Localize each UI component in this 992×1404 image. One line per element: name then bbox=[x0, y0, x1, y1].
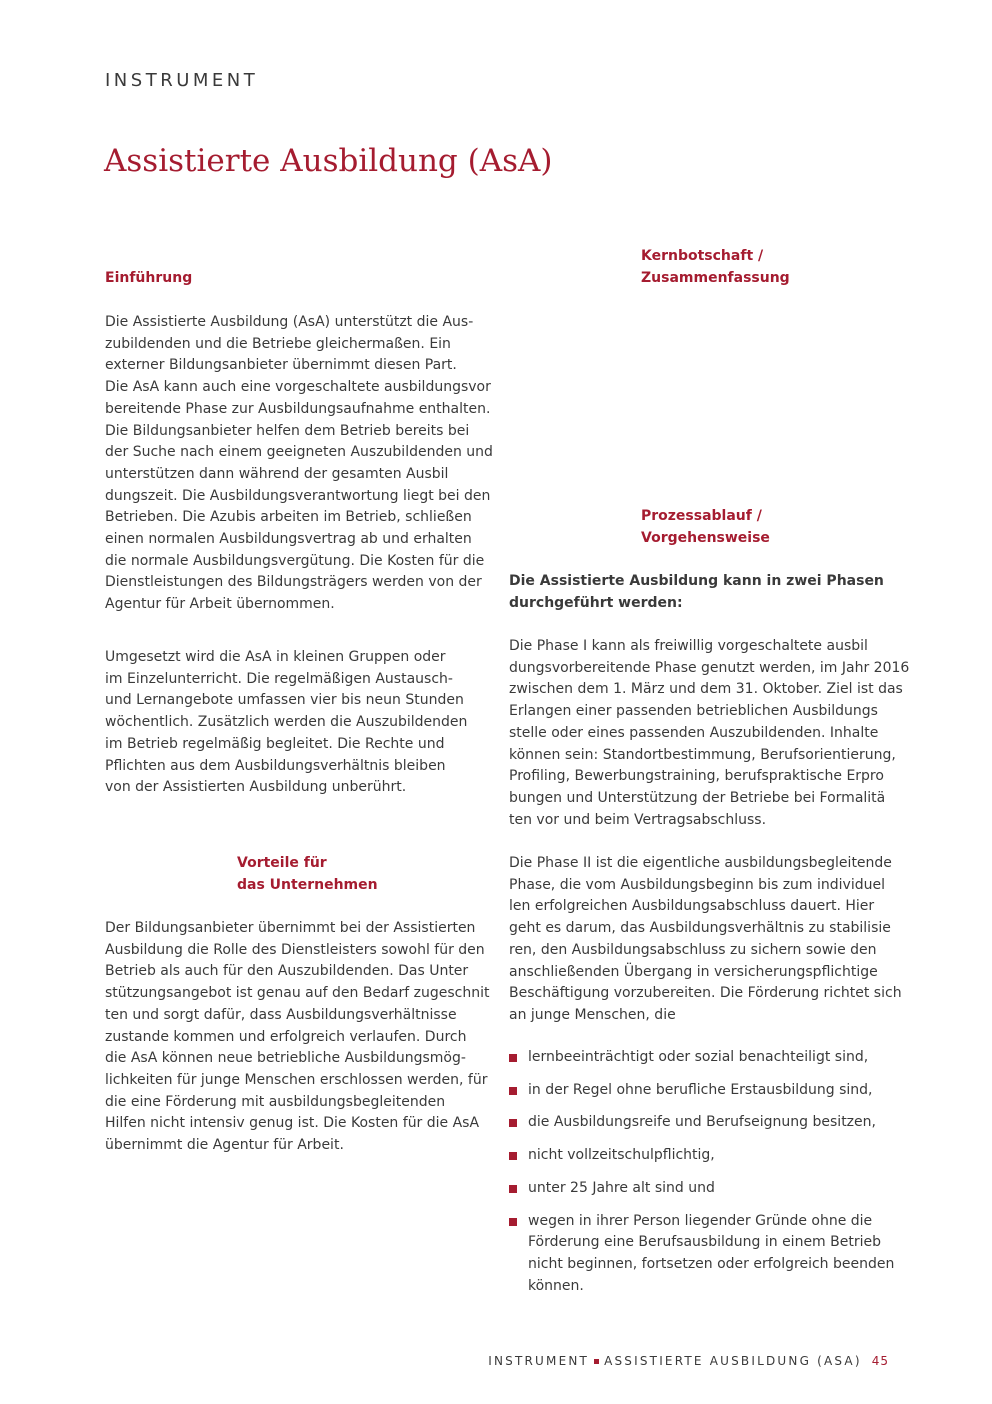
list-item bbox=[509, 1047, 909, 1069]
lead-line: Die Assistierte Ausbildung kann in zwei Phasen bbox=[509, 573, 884, 589]
phase1-line: dungsvorbereitende Phase genutzt werden, im Jahr 2016 bbox=[509, 659, 910, 676]
list-item-line: die Ausbildungsreife und Berufseignung besitzen, bbox=[528, 1114, 876, 1131]
groups-paragraph bbox=[105, 647, 467, 799]
intro-line: bereitende Phase zur Ausbildungsaufnahme enthalten. bbox=[105, 400, 491, 417]
benefits-paragraph bbox=[105, 918, 489, 1157]
list-item bbox=[509, 1145, 909, 1167]
phase2-line: Die Phase II ist die eigentliche ausbildungsbegleitende bbox=[509, 855, 892, 871]
square-bullet-icon bbox=[509, 1054, 517, 1062]
square-bullet-icon bbox=[509, 1218, 517, 1226]
core-heading-line: Kernbotschaft / bbox=[641, 248, 764, 264]
phase2-line: ren, den Ausbildungsabschluss zu sichern sowie den bbox=[509, 941, 877, 958]
phase2-paragraph bbox=[509, 853, 902, 1027]
phase1-paragraph bbox=[509, 636, 909, 831]
square-bullet-icon bbox=[509, 1152, 517, 1160]
criteria-list bbox=[509, 1047, 909, 1308]
intro-line: die normale Ausbildungsvergütung. Die Kosten für die bbox=[105, 552, 485, 569]
process-heading-line: Prozessablauf / bbox=[641, 508, 762, 524]
list-item-line: Förderung eine Berufsausbildung in einem Betrieb bbox=[528, 1234, 882, 1251]
benefits-line: übernimmt die Agentur für Arbeit. bbox=[105, 1137, 344, 1154]
phase2-line: anschließenden Übergang in versicherungspflichtige bbox=[509, 963, 878, 980]
phase1-line: Profiling, Bewerbungstraining, berufspraktische Erpro bbox=[509, 768, 884, 785]
benefits-line: Der Bildungsanbieter übernimmt bei der Assistierten bbox=[105, 920, 476, 936]
process-heading-line: Vorgehensweise bbox=[641, 530, 770, 546]
benefits-line: die eine Förderung mit ausbildungsbegleitenden bbox=[105, 1093, 446, 1110]
benefits-line: stützungsangebot ist genau auf den Bedarf zugeschnit bbox=[105, 985, 490, 1002]
benefits-line: lichkeiten für junge Menschen erschlossen werden, für bbox=[105, 1071, 488, 1088]
intro-line: einen normalen Ausbildungsvertrag ab und erhalten bbox=[105, 531, 472, 548]
phase1-line: Erlangen einer passenden betrieblichen Ausbildungs bbox=[509, 703, 878, 720]
benefits-line: ten und sorgt dafür, dass Ausbildungsverhältnisse bbox=[105, 1006, 457, 1023]
page-title: Assistierte Ausbildung (AsA) bbox=[104, 143, 553, 179]
list-item bbox=[509, 1080, 909, 1102]
list-item-text bbox=[528, 1178, 909, 1200]
core-message-heading bbox=[641, 245, 790, 289]
phase2-line: Phase, die vom Ausbildungsbeginn bis zum individuel bbox=[509, 876, 885, 893]
groups-line: und Lernangebote umfassen vier bis neun Stunden bbox=[105, 692, 464, 709]
groups-line: Umgesetzt wird die AsA in kleinen Gruppen oder bbox=[105, 649, 446, 665]
list-item bbox=[509, 1112, 909, 1134]
process-lead bbox=[509, 571, 884, 614]
list-item-line: in der Regel ohne berufliche Erstausbildung sind, bbox=[528, 1081, 873, 1098]
square-bullet-icon bbox=[509, 1087, 517, 1095]
list-item-text bbox=[528, 1080, 909, 1102]
list-item-text bbox=[528, 1211, 909, 1298]
list-item-line: wegen in ihrer Person liegender Gründe ohne die bbox=[528, 1212, 873, 1229]
intro-line: zubildenden und die Betriebe gleichermaßen. Ein bbox=[105, 335, 451, 352]
intro-heading bbox=[105, 267, 192, 289]
intro-line: Die Assistierte Ausbildung (AsA) unterstützt die Aus- bbox=[105, 314, 474, 330]
phase1-line: können sein: Standortbestimmung, Berufsorientierung, bbox=[509, 746, 896, 763]
intro-line: Agentur für Arbeit übernommen. bbox=[105, 596, 335, 613]
intro-line: dungszeit. Die Ausbildungsverantwortung liegt bei den bbox=[105, 487, 491, 504]
intro-line: unterstützen dann während der gesamten Ausbil bbox=[105, 465, 449, 482]
groups-line: wöchentlich. Zusätzlich werden die Auszubildenden bbox=[105, 714, 468, 731]
list-item-text bbox=[528, 1112, 909, 1134]
list-item-line: können. bbox=[528, 1277, 584, 1294]
phase2-line: len erfolgreichen Ausbildungsabschluss dauert. Hier bbox=[509, 898, 875, 915]
phase1-line: Die Phase I kann als freiwillig vorgeschaltete ausbil bbox=[509, 638, 868, 654]
square-bullet-icon bbox=[509, 1119, 517, 1127]
phase1-line: bungen und Unterstützung der Betriebe bei Formalitä bbox=[509, 789, 886, 806]
process-heading bbox=[641, 505, 770, 549]
intro-paragraph bbox=[105, 312, 493, 616]
footer-section: INSTRUMENT bbox=[488, 1354, 590, 1368]
list-item bbox=[509, 1211, 909, 1298]
intro-line: Dienstleistungen des Bildungsträgers werden von der bbox=[105, 574, 482, 591]
benefits-line: zustande kommen und erfolgreich verlaufen. Durch bbox=[105, 1028, 467, 1045]
section-kicker: INSTRUMENT bbox=[105, 70, 259, 91]
phase2-line: Beschäftigung vorzubereiten. Die Förderung richtet sich bbox=[509, 985, 902, 1002]
intro-line: Betrieben. Die Azubis arbeiten im Betrieb, schließen bbox=[105, 509, 472, 526]
benefits-line: Betrieb als auch für den Auszubildenden. Das Unter bbox=[105, 963, 469, 980]
list-item-text bbox=[528, 1047, 909, 1069]
list-item bbox=[509, 1178, 909, 1200]
list-item-line: unter 25 Jahre alt sind und bbox=[528, 1179, 715, 1196]
phase1-line: zwischen dem 1. März und dem 31. Oktober. Ziel ist das bbox=[509, 681, 903, 698]
list-item-text bbox=[528, 1145, 909, 1167]
running-footer bbox=[488, 1354, 889, 1368]
groups-line: von der Assistierten Ausbildung unberührt. bbox=[105, 779, 407, 796]
phase2-line: an junge Menschen, die bbox=[509, 1006, 676, 1023]
phase2-line: geht es darum, das Ausbildungsverhältnis zu stabilisie bbox=[509, 920, 891, 937]
intro-heading-text: Einführung bbox=[105, 270, 193, 286]
benefits-line: Hilfen nicht intensiv genug ist. Die Kosten für die AsA bbox=[105, 1115, 480, 1132]
intro-line: der Suche nach einem geeigneten Auszubildenden und bbox=[105, 444, 493, 461]
groups-line: im Betrieb regelmäßig begleitet. Die Rechte und bbox=[105, 735, 445, 752]
phase1-line: stelle oder eines passenden Auszubildenden. Inhalte bbox=[509, 724, 879, 741]
groups-line: Pflichten aus dem Ausbildungsverhältnis bleiben bbox=[105, 757, 446, 774]
benefits-heading bbox=[237, 852, 378, 896]
benefits-line: Ausbildung die Rolle des Dienstleisters sowohl für den bbox=[105, 941, 485, 958]
groups-line: im Einzelunterricht. Die regelmäßigen Austausch- bbox=[105, 670, 453, 687]
benefits-heading-line: Vorteile für bbox=[237, 855, 327, 871]
core-heading-line: Zusammenfassung bbox=[641, 270, 790, 286]
benefits-line: die AsA können neue betriebliche Ausbildungsmög- bbox=[105, 1050, 466, 1067]
list-item-line: nicht beginnen, fortsetzen oder erfolgreich beenden bbox=[528, 1255, 895, 1272]
lead-line: durchgeführt werden: bbox=[509, 594, 683, 611]
benefits-heading-line: das Unternehmen bbox=[237, 877, 378, 893]
intro-line: externer Bildungsanbieter übernimmt diesen Part. bbox=[105, 357, 457, 374]
list-item-line: nicht vollzeitschulpflichtig, bbox=[528, 1147, 715, 1164]
intro-line: Die AsA kann auch eine vorgeschaltete ausbildungsvor bbox=[105, 379, 491, 396]
phase1-line: ten vor und beim Vertragsabschluss. bbox=[509, 811, 767, 828]
footer-topic: ASSISTIERTE AUSBILDUNG (ASA) bbox=[604, 1354, 862, 1368]
page-number: 45 bbox=[871, 1354, 889, 1368]
footer-separator-icon bbox=[594, 1359, 599, 1364]
list-item-line: lernbeeinträchtigt oder sozial benachteiligt sind, bbox=[528, 1049, 869, 1065]
square-bullet-icon bbox=[509, 1185, 517, 1193]
intro-line: Die Bildungsanbieter helfen dem Betrieb bereits bei bbox=[105, 422, 470, 439]
